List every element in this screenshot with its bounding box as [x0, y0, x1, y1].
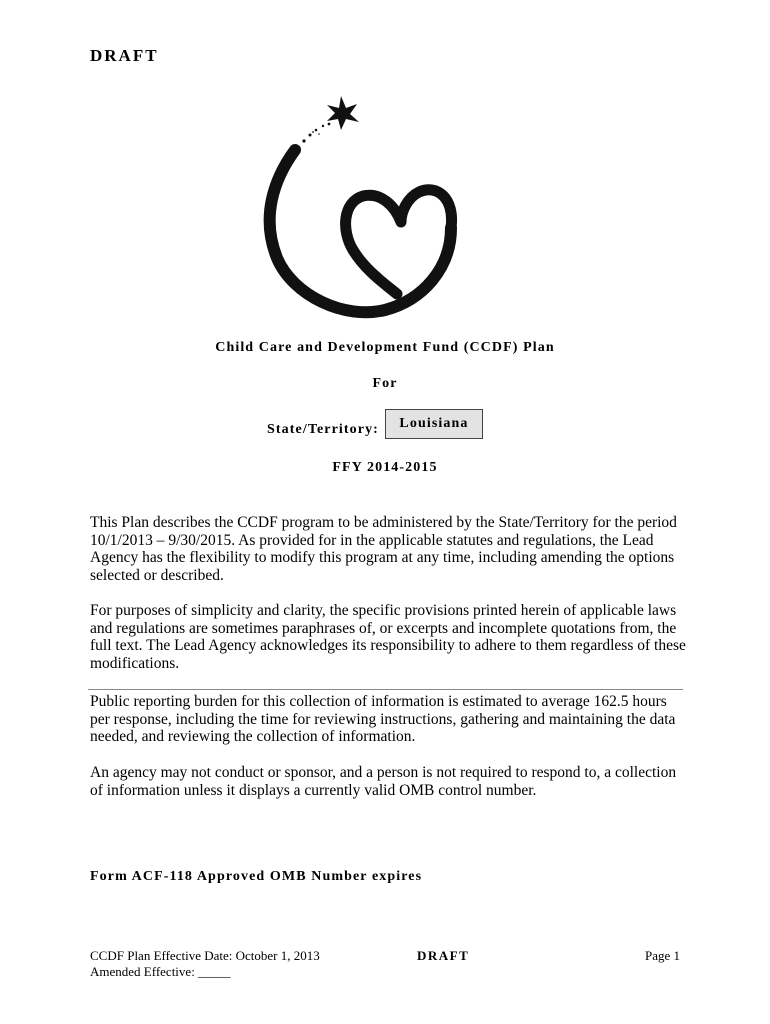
- plan-title: Child Care and Development Fund (CCDF) Plan: [215, 340, 555, 355]
- divider: [88, 689, 683, 690]
- state-value-field[interactable]: Louisiana: [385, 409, 483, 439]
- draft-header: DRAFT: [90, 46, 159, 65]
- footer-page-number: Page 1: [644, 948, 680, 963]
- star-heart-swirl-logo: [255, 88, 475, 328]
- form-omb-line: Form ACF-118 Approved OMB Number expires: [90, 869, 423, 884]
- omb-notice-paragraph: An agency may not conduct or sponsor, and a person is not required to respond to, a collection of information unless it displays a currently valid OMB control number.: [90, 764, 677, 799]
- plan-description-paragraph: This Plan describes the CCDF program to be administered by the State/Territory for the period 10/1/2013 – 9/30/2015. As provided for in the applicable statutes and regulations, the Lead Agency has the flexibility to modify this program at any time, including amending the options selected or described.: [90, 514, 677, 584]
- state-territory-row: [267, 409, 483, 439]
- plan-for: For: [372, 376, 398, 391]
- simplicity-clarity-paragraph: For purposes of simplicity and clarity, the specific provisions printed herein of applicable laws and regulations are sometimes paraphrases of, or excerpts and incomplete quotations from, the full text. The Lead Agency acknowledges its responsibility to adhere to them regardless of these modifications.: [90, 602, 686, 672]
- footer-left: [90, 948, 320, 980]
- footer-effective-date: CCDF Plan Effective Date: October 1, 2013: [90, 948, 320, 963]
- star-icon: [327, 96, 359, 130]
- footer-draft: DRAFT: [417, 948, 470, 963]
- state-label: State/Territory:: [267, 422, 379, 437]
- ffy-label: FFY 2014-2015: [332, 460, 438, 475]
- reporting-burden-paragraph: Public reporting burden for this collection of information is estimated to average 162.5 hours per response, including the time for reviewing instructions, gathering and maintaining the data needed, and reviewing the collection of information.: [90, 693, 676, 746]
- footer-amended: Amended Effective: _____: [90, 964, 231, 979]
